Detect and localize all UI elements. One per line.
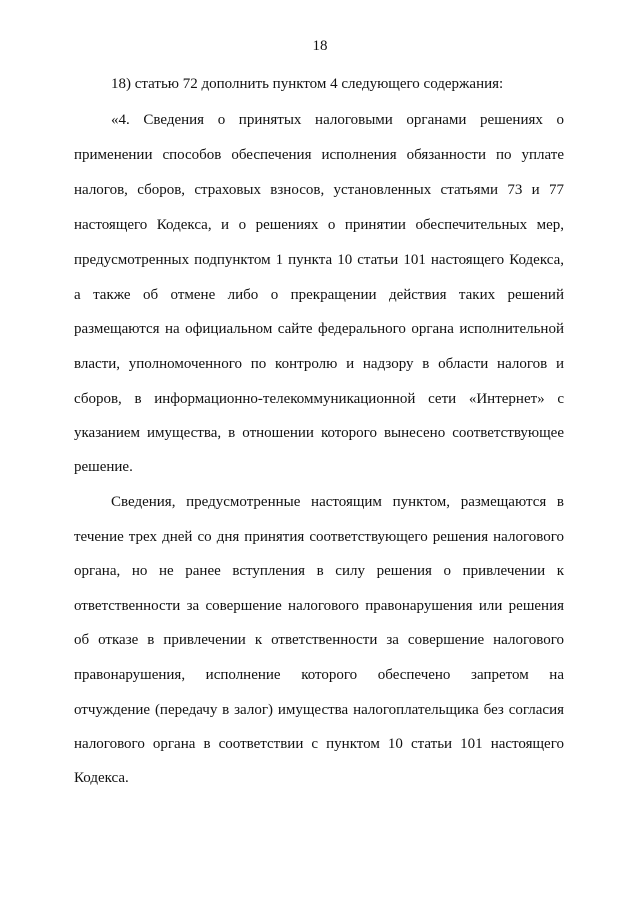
- paragraph1-line: размещаются на официальном сайте федерального органа исполнительной: [74, 321, 564, 337]
- paragraph1-line: налогов, сборов, страховых взносов, установленных статьями 73 и 77: [74, 182, 564, 198]
- paragraph1-line: указанием имущества, в отношении которого вынесено соответствующее: [74, 425, 564, 441]
- paragraph1-line: власти, уполномоченного по контролю и надзору в области налогов и: [74, 356, 564, 372]
- page-number: 18: [312, 38, 328, 54]
- paragraph1-line: «4. Сведения о принятых налоговыми органами решениях о: [111, 112, 564, 128]
- paragraph1-line: применении способов обеспечения исполнения обязанности по уплате: [74, 147, 564, 163]
- paragraph1-line: настоящего Кодекса, и о решениях о принятии обеспечительных мер,: [74, 217, 564, 233]
- paragraph2-line: ответственности за совершение налогового правонарушения или решения: [74, 598, 564, 614]
- paragraph2-line: об отказе в привлечении к ответственности за совершение налогового: [74, 632, 564, 648]
- paragraph2-line: органа, но не ранее вступления в силу решения о привлечении к: [74, 563, 564, 579]
- paragraph1-line: предусмотренных подпунктом 1 пункта 10 статьи 101 настоящего Кодекса,: [74, 252, 564, 268]
- paragraph2-line: Кодекса.: [74, 770, 129, 786]
- intro-line: 18) статью 72 дополнить пунктом 4 следующего содержания:: [111, 76, 504, 92]
- paragraph2-line: правонарушения, исполнение которого обеспечено запретом на: [74, 667, 564, 683]
- paragraph1-line: решение.: [74, 459, 133, 475]
- paragraph2-line: налогового органа в соответствии с пунктом 10 статьи 101 настоящего: [74, 736, 564, 752]
- paragraph2-line: Сведения, предусмотренные настоящим пунктом, размещаются в: [111, 494, 564, 510]
- paragraph2-line: отчуждение (передачу в залог) имущества налогоплательщика без согласия: [74, 702, 564, 718]
- paragraph1-line: сборов, в информационно-телекоммуникационной сети «Интернет» с: [74, 391, 564, 407]
- paragraph1-line: а также об отмене либо о прекращении действия таких решений: [74, 287, 564, 303]
- paragraph2-line: течение трех дней со дня принятия соответствующего решения налогового: [74, 529, 564, 545]
